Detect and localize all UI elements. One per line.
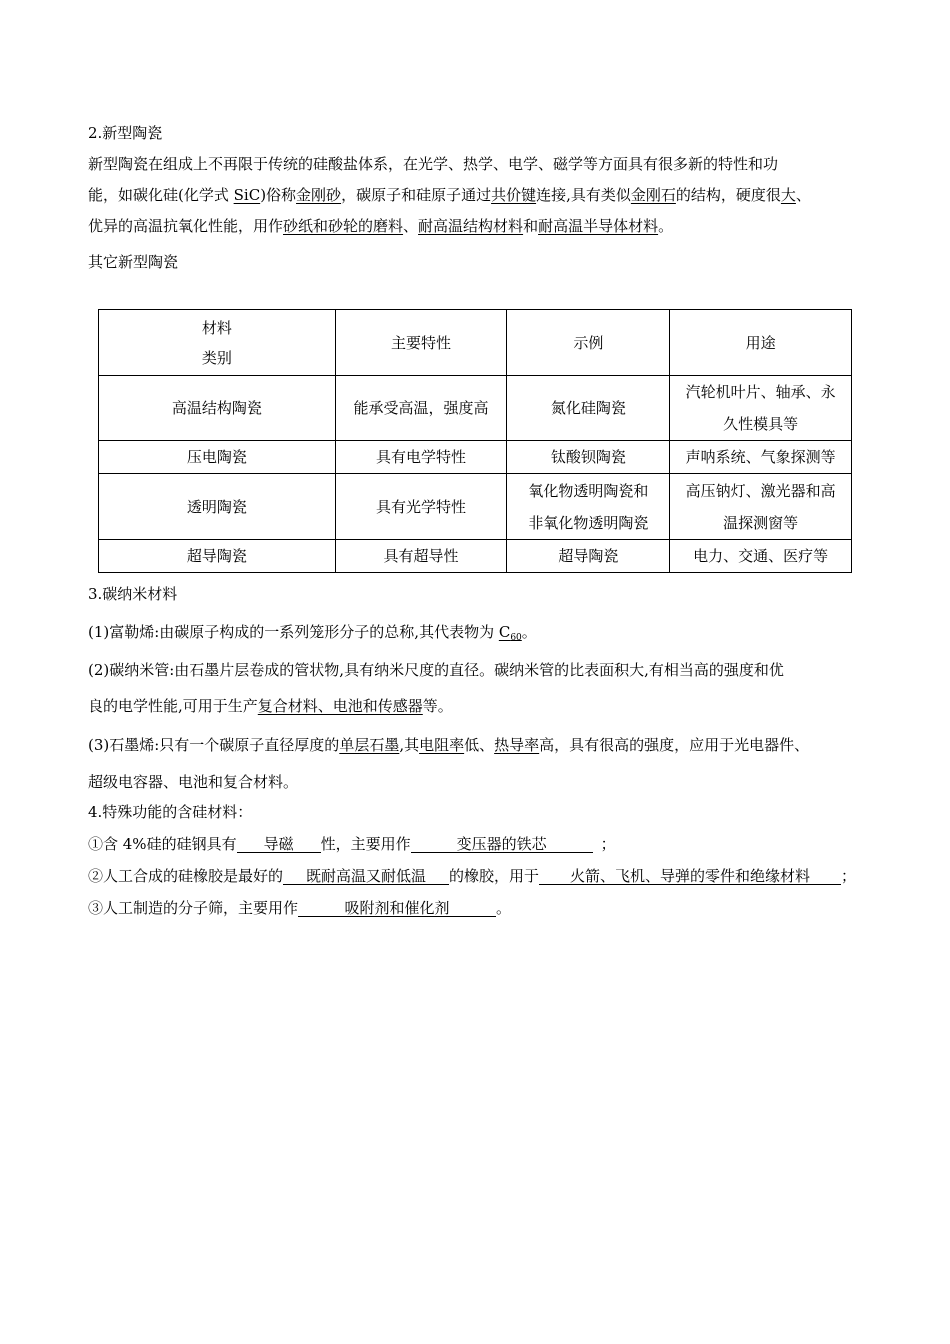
answer-blank: 变压器的铁芯 — [411, 836, 593, 853]
section-2-heading: 2.新型陶瓷 — [88, 124, 163, 142]
cell-property: 能承受高温，强度高 — [335, 376, 507, 441]
graphene-line-1: (3)石墨烯:只有一个碳原子直径厚度的单层石墨,其电阻率低、热导率高，具有很高的强度，应用于光电器件、 — [88, 736, 810, 754]
table-row — [99, 474, 852, 540]
cell-example: 氮化硅陶瓷 — [507, 376, 670, 441]
fullerene-line: (1)富勒烯:由碳原子构成的一系列笼形分子的总称,其代表物为 $C_{60}$。 — [88, 623, 537, 643]
header-material-type: 材料 类别 — [99, 310, 336, 376]
answer-blank: 吸附剂和催化剂 — [298, 900, 496, 917]
section-3-heading: 3.碳纳米材料 — [88, 585, 178, 603]
header-use: 用途 — [670, 310, 852, 376]
answer-blank: 火箭、飞机、导弹的零件和绝缘材料 — [539, 868, 841, 885]
cell-use: 声呐系统、气象探测等 — [670, 441, 852, 474]
cell-property: 具有电学特性 — [335, 441, 507, 474]
header-main-property: 主要特性 — [335, 310, 507, 376]
cell-example: 氧化物透明陶瓷和 非氧化物透明陶瓷 — [507, 474, 670, 540]
silicon-steel-line: ①含 4%硅的硅钢具有 导磁 性，主要用作 变压器的铁芯 ； — [88, 835, 616, 853]
section-4-heading: 4.特殊功能的含硅材料： — [88, 803, 253, 821]
cell-use: 汽轮机叶片、轴承、永 久性模具等 — [670, 376, 852, 441]
cell-use: 电力、交通、医疗等 — [670, 540, 852, 573]
cell-example: 超导陶瓷 — [507, 540, 670, 573]
cell-type: 超导陶瓷 — [99, 540, 336, 573]
ceramics-table — [98, 309, 852, 573]
molecular-sieve-line: ③人工制造的分子筛，主要用作 吸附剂和催化剂 。 — [88, 899, 512, 917]
nanotube-line-2: 良的电学性能,可用于生产复合材料、电池和传感器等。 — [88, 697, 453, 715]
cell-property: 具有超导性 — [335, 540, 507, 573]
section-2-paragraph-line-1: 新型陶瓷在组成上不再限于传统的硅酸盐体系，在光学、热学、电学、磁学等方面具有很多新的特性和功 — [88, 155, 779, 173]
cell-type: 高温结构陶瓷 — [99, 376, 336, 441]
table-header-row — [99, 310, 852, 376]
answer-blank: 既耐高温又耐低温 — [283, 868, 449, 885]
silicone-rubber-line: ②人工合成的硅橡胶是最好的 既耐高温又耐低温 的橡胶，用于 火箭、飞机、导弹的零件和绝缘材料 ； — [88, 867, 857, 885]
cell-use: 高压钠灯、激光器和高 温探测窗等 — [670, 474, 852, 540]
nanotube-line-1: (2)碳纳米管:由石墨片层卷成的管状物,具有纳米尺度的直径。碳纳米管的比表面积大,有相当高的强度和优 — [88, 661, 784, 679]
header-example: 示例 — [507, 310, 670, 376]
other-ceramics-label: 其它新型陶瓷 — [88, 253, 179, 271]
table-row — [99, 441, 852, 474]
cell-property: 具有光学特性 — [335, 474, 507, 540]
cell-example: 钛酸钡陶瓷 — [507, 441, 670, 474]
answer-blank: 导磁 — [237, 836, 321, 853]
section-2-paragraph-line-2: 能，如碳化硅(化学式 SiC)俗称金刚砂，碳原子和硅原子通过共价键连接,具有类似金刚石的结构，硬度很大、 — [88, 186, 811, 204]
table-row — [99, 376, 852, 441]
table-row — [99, 540, 852, 573]
graphene-line-2: 超级电容器、电池和复合材料。 — [88, 773, 299, 791]
cell-type: 压电陶瓷 — [99, 441, 336, 474]
section-2-paragraph-line-3: 优异的高温抗氧化性能，用作砂纸和砂轮的磨料、耐高温结构材料和耐高温半导体材料。 — [88, 217, 674, 235]
cell-type: 透明陶瓷 — [99, 474, 336, 540]
